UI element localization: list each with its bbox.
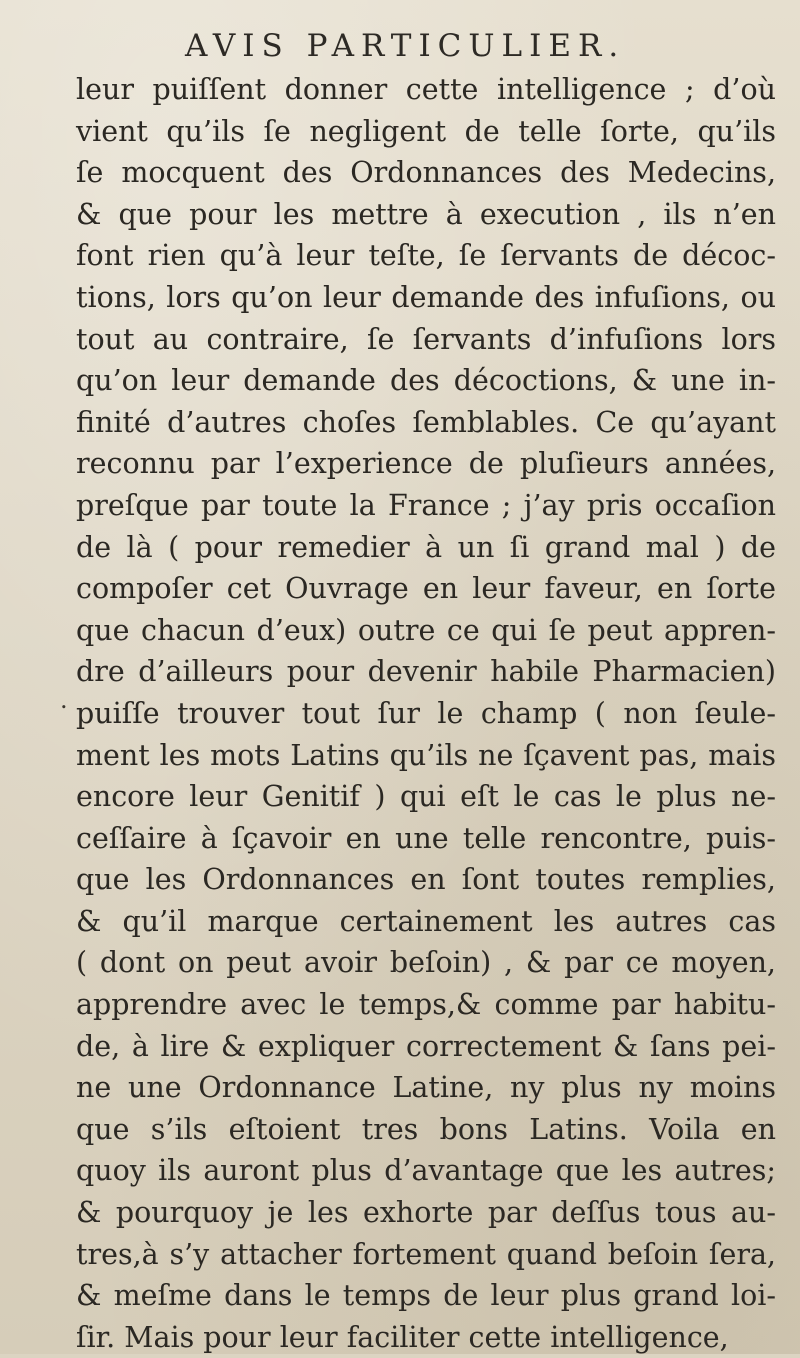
text-line: de, à lire & expliquer correctement & ſans pei- — [76, 1029, 776, 1063]
text-line: & que pour les mettre à execution , ils n’en — [76, 197, 776, 231]
text-line: ſir. Mais pour leur faciliter cette intelligence, — [76, 1320, 729, 1354]
text-line: ment les mots Latins qu’ils ne ſçavent pas, mais — [76, 738, 776, 772]
text-line: font rien qu’à leur teſte, ſe ſervants de décoc- — [76, 239, 776, 273]
text-line: & qu’il marque certainement les autres cas — [76, 904, 776, 938]
text-line: vient qu’ils ſe negligent de telle ſorte, qu’ils — [76, 114, 776, 148]
running-header: AVIS PARTICULIER. — [185, 28, 626, 64]
text-line: dre d’ailleurs pour devenir habile Pharmacien) — [76, 655, 776, 689]
text-line: preſque par toute la France ; j’ay pris occaſion — [76, 488, 776, 522]
text-line: ceſſaire à ſçavoir en une telle rencontre, puis- — [76, 821, 776, 855]
text-line: ne une Ordonnance Latine, ny plus ny moins — [76, 1071, 776, 1105]
text-line: quoy ils auront plus d’avantage que les autres; — [76, 1154, 776, 1188]
body-text — [76, 69, 776, 1358]
text-line: puiſſe trouver tout ſur le champ ( non ſeule- — [76, 696, 776, 730]
text-line: de là ( pour remedier à un ſi grand mal ) de — [76, 530, 776, 564]
text-line: tions, lors qu’on leur demande des infuſions, ou — [76, 280, 776, 314]
text-line: que s’ils eſtoient tres bons Latins. Voila en — [76, 1112, 776, 1146]
text-line: & meſme dans le temps de leur plus grand loi- — [76, 1279, 776, 1313]
text-line: ( dont on peut avoir beſoin) , & par ce moyen, — [76, 946, 776, 980]
margin-mark: . — [60, 686, 68, 714]
text-line: tres,à s’y attacher fortement quand beſoin ſera, — [76, 1237, 776, 1271]
text-line: compoſer cet Ouvrage en leur faveur, en ſorte — [76, 572, 776, 606]
text-line: reconnu par l’experience de pluſieurs années, — [76, 447, 776, 481]
text-line: que chacun d’eux) outre ce qui ſe peut appren- — [76, 613, 776, 647]
text-line: tout au contraire, ſe ſervants d’infuſions lors — [76, 322, 776, 356]
text-line: encore leur Genitif ) qui eſt le cas le plus ne- — [76, 780, 776, 814]
text-line: apprendre avec le temps,& comme par habitu- — [76, 988, 776, 1022]
text-line: qu’on leur demande des décoctions, & une in- — [76, 364, 776, 398]
text-line: que les Ordonnances en ſont toutes remplies, — [76, 863, 776, 897]
text-line: ſe mocquent des Ordonnances des Medecins, — [76, 156, 776, 190]
text-line: finité d’autres choſes ſemblables. Ce qu’ayant — [76, 405, 776, 439]
text-line: & pourquoy je les exhorte par deſſus tous au- — [76, 1196, 776, 1230]
text-line: leur puiſſent donner cette intelligence ; d’où — [76, 73, 776, 106]
